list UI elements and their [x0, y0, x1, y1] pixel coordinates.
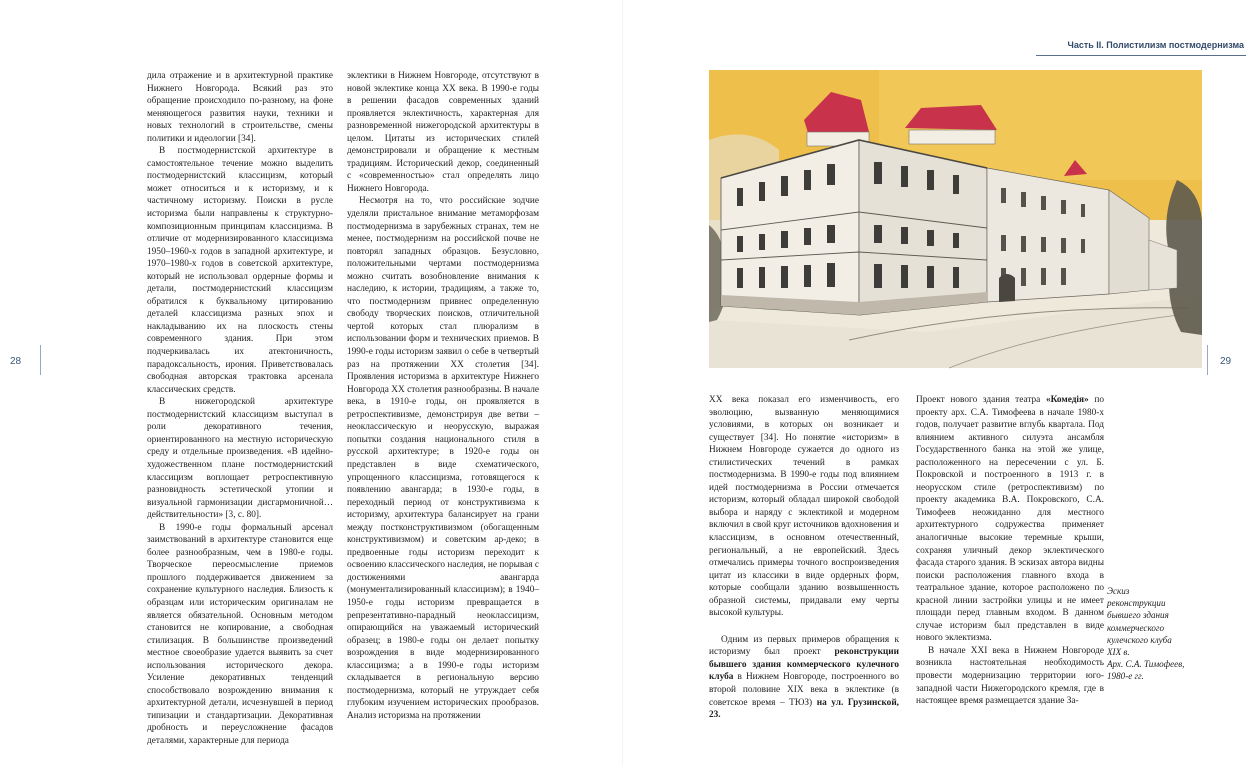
paragraph: эклектики в Нижнем Новгороде, отсутствуют в новой эклектике конца XX века. В 1990-е годы в решении фасадов современных зданий проявляется эклектичность, характерная для разновременной нижегородской архитектуры в целом. Цитаты из исторических стилей демонстрировали и обращение к местным традициям. Исторический декор, соединенный с «современностью» стал определять лицо Нижнего Новгорода. [347, 71, 539, 194]
caption-line: XIX в. [1107, 647, 1130, 658]
paragraph: В постмодернистской архитектуре в самостоятельное течение можно выделить постмодернистский классицизм, который может относиться и к историзму, и к частичному историзму. Поиски в русле историзма были направлены к структурно-композиционным принципам классицизма. В отличие от модернизированного классицизма 1950–1960-х годов в западной архитектуре, и 1970–1980-х годов в советской архитектуре, который не использовал ордерные формы и детали, постмодернистский классицизм обратился к буквальному цитированию деталей классицизма разных эпох и накладыванию их на плоскость стены современного здания. При этом подчеркивалась их атектоничность, парадоксальность, ирония. Приветствовалась свободная авторская трактовка арсенала классических средств. [147, 146, 333, 395]
paragraph: Несмотря на то, что российские зодчие уделяли пристальное внимание метаморфозам постмодернизма в зарубежных странах, тем не менее, постмодернизм на российской почве не повторял западных образцов. Безусловно, положительными чертами постмодернизма можно считать возобновление внимания к наследию, к истории, традициям, а также то, что постмодернизм привнес определенную свободу творческих поисков, отличительной чертой которых стал плюрализм в использовании форм и технических приемов. В 1990-е годы историзм заявил о себе в четвертый раз на протяжении XX столетия [34]. Проявления историзма в архитектуре Нижнего Новгорода XX столетия разнообразны. В начале века, в 1910-е годы, он проявляется в ретроспективизме, демонстрируя две ветви – неоклассическую и неорусскую, выражая попытки создания национального стиля в русской архитектуре; в 1920-е годы он представлен в виде схематического, упрощенного классицизма, готовящегося к появлению авангарда; в 1930-е годы, в переходный период от конструктивизма к историзму, архитектура балансирует на грани между постконструктивизмом (обогащенным конструктивизмом) и советским ар-деко; в предвоенные годы историзм переходит к освоению классического наследия, не порывая с достижениями авангарда (монументализированный классицизм); в 1940–1950-е годы историзм превращается в репрезентативно-парадный неоклассицизм, опирающийся на уважаемый исторический образец; в 1980-е годы он делает попытку возрождения в виде модернизированного классицизма; а в 1990-е годы историзм складывается в региональную версию постмодернизма, который не утруждает себя глубоким изучением исторических прообразов. Анализ историзма на протяжении [347, 196, 539, 721]
caption-line: кулечского клуба [1107, 634, 1172, 645]
caption-line: Эскиз [1107, 586, 1130, 596]
paragraph: В нижегородской архитектуре постмодернистский классицизм выступал в роли декоративного течения, ориентированного на местную историческую среду и отдельные произведения. «В идейно-художественном плане постмодернистский классицизм воплощает ретроспективную разновидность эстетической утопии и визуальной гармонизации дисгармоничной… действительности» [3, с. 80]. [147, 397, 333, 521]
text-column-2 [347, 70, 539, 721]
caption-line: бывшего здания [1107, 610, 1169, 621]
paragraph: В 1990-е годы формальный арсенал заимствований в архитектуре становится еще более разнообразным, чем в 1980-е годы. Творческое переосмысление приемов прошлого поддерживается движением за сохранение культурного наследия. Близость к образцам или историческим оригиналам не является обязательной. Основным методом становится не копирование, а свободная стилизация. В большинстве произведений местное своеобразие удается выявить за счет использования исторического декора. Усиление декоративных тенденций способствовало возрождению внимания к архитектурной детали, исчезнувшей в период типизации и стандартизации. Декоративная дробность и переусложнение фасадов деталями, характерные для периода [147, 522, 333, 746]
page-number-right: 29 [1220, 356, 1232, 367]
page-number-rule-left [40, 345, 41, 375]
text-column-4 [916, 394, 1105, 707]
bold-run: «Комедiя» [1046, 395, 1089, 405]
text-run: в Нижнем Новгороде, построенного во второй половине XIX века в эклектике (в советское время – ТЮЗ) [709, 672, 899, 708]
paragraph [709, 634, 899, 722]
bold-run: на ул. Грузинской, 23. [709, 697, 900, 721]
paragraph-gap [709, 620, 899, 634]
text-run: Проект нового здания театра [916, 395, 1046, 405]
paragraph: В начале XXI века в Нижнем Новгороде возникла настоятельная необходимость провести модернизацию территории юго-западной части Нижегородского кремля, где в настоящее время размещается здание За- [916, 645, 1104, 707]
bold-run: реконструкции бывшего здания коммерческого кулечного клуба [709, 647, 899, 683]
running-head-rule [1036, 55, 1246, 56]
text-run: по проекту арх. С.А. Тимофеева в начале 1980-х годов, получает развитие вглубь квартала. Под влиянием активного силуэта ансамбля Государственного банка на этой же улице, расположенного на пересечении с ул. Б. Покровской и построенного в 1913 г. в неорусском стиле (ретроспективизм) по проекту академика В.А. Покровского, С.А. Тимофеев неожиданно для местного архитектурного содружества применяет аналогичные высокие теремные крыши, сохраняя уличный декор эклектического фасада старого здания. В эскизах автора видны поиски расположения главного входа в театральное здание, которое расположено по красной линии застройки улицы и не имеет площади перед главным входом. В данном случае историзм был представлен в виде нового эклектизма. [916, 395, 1105, 644]
caption-line: 1980-е гг. [1107, 671, 1144, 682]
paragraph: XX века показал его изменчивость, его эволюцию, вызванную меняющимися условиями, в которых он возникает и существует [34]. Но понятие «историзм» в Нижнем Новгороде сужается до одного из стилистических течений в рамках постмодернизма. В 1990-е годы под влиянием идей постмодернизма в России отмечается историзм, который обладал широкой свободой выбора и наряду с эклектикой и модерном включил в свой круг источников вдохновения и классицизм, в основном отечественный, региональный, а не европейский. Здесь отмечались примеры точного воспроизведения цитат из классики в виде ордерных форм, которые сообщали зданию возвышенность образной системы, придавали ему черты высокой культуры. [709, 395, 899, 619]
paragraph [916, 394, 1104, 645]
figure-caption [1107, 585, 1207, 683]
page-number-left: 28 [10, 356, 22, 367]
caption-line: реконструкции [1107, 598, 1166, 609]
text-column-3 [709, 394, 900, 721]
text-run: Одним из первых примеров обращения к историзму был проект [709, 634, 899, 658]
running-head: Часть II. Полистилизм постмодернизма [1067, 40, 1244, 50]
page-number-rule-right [1207, 345, 1208, 375]
page-gutter [622, 0, 623, 765]
caption-line: Арх. С.А. Тимофеев, [1107, 659, 1185, 670]
caption-line: коммерческого [1107, 622, 1165, 633]
paragraph: дила отражение и в архитектурной практике Нижнего Новгорода. Всякий раз это обращение происходило по-разному, на фоне меняющегося развития науки, техники и новых технологий в строительстве, смены политики и идеологии [34]. [147, 71, 333, 144]
text-column-1 [147, 70, 333, 746]
building-sketch-illustration [709, 70, 1202, 368]
